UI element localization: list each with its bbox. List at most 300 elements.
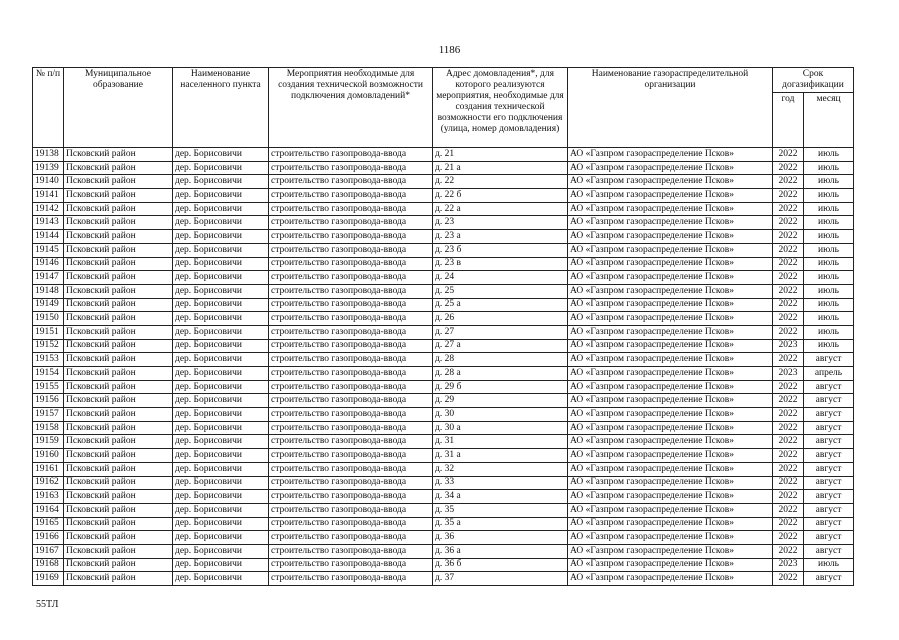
- cell-settlement: дер. Борисовичи: [173, 449, 269, 463]
- table-row: [33, 216, 854, 230]
- cell-measure: строительство газопровода-ввода: [269, 531, 433, 545]
- cell-settlement: дер. Борисовичи: [173, 476, 269, 490]
- cell-municipality: Псковский район: [64, 558, 173, 572]
- cell-num: 19138: [33, 148, 64, 162]
- cell-month: июль: [804, 257, 854, 271]
- cell-address: д. 35 а: [433, 517, 568, 531]
- cell-settlement: дер. Борисовичи: [173, 462, 269, 476]
- page-number: 1186: [438, 44, 461, 56]
- cell-num: 19146: [33, 257, 64, 271]
- cell-year: 2022: [773, 312, 804, 326]
- cell-municipality: Псковский район: [64, 476, 173, 490]
- cell-year: 2022: [773, 325, 804, 339]
- cell-num: 19145: [33, 243, 64, 257]
- table-row: [33, 558, 854, 572]
- cell-num: 19167: [33, 544, 64, 558]
- cell-month: август: [804, 394, 854, 408]
- cell-year: 2022: [773, 257, 804, 271]
- cell-year: 2022: [773, 490, 804, 504]
- cell-organization: АО «Газпром газораспределение Псков»: [568, 312, 773, 326]
- cell-month: август: [804, 544, 854, 558]
- cell-num: 19161: [33, 462, 64, 476]
- cell-municipality: Псковский район: [64, 367, 173, 381]
- cell-settlement: дер. Борисовичи: [173, 339, 269, 353]
- cell-year: 2022: [773, 271, 804, 285]
- cell-measure: строительство газопровода-ввода: [269, 271, 433, 285]
- cell-municipality: Псковский район: [64, 449, 173, 463]
- cell-num: 19163: [33, 490, 64, 504]
- cell-month: июль: [804, 312, 854, 326]
- cell-municipality: Псковский район: [64, 531, 173, 545]
- cell-month: июль: [804, 339, 854, 353]
- table-row: [33, 517, 854, 531]
- cell-address: д. 21 а: [433, 161, 568, 175]
- table-row: [33, 367, 854, 381]
- cell-municipality: Псковский район: [64, 161, 173, 175]
- cell-organization: АО «Газпром газораспределение Псков»: [568, 161, 773, 175]
- cell-organization: АО «Газпром газораспределение Псков»: [568, 462, 773, 476]
- cell-address: д. 22 а: [433, 202, 568, 216]
- cell-settlement: дер. Борисовичи: [173, 243, 269, 257]
- cell-month: апрель: [804, 367, 854, 381]
- cell-month: июль: [804, 189, 854, 203]
- cell-organization: АО «Газпром газораспределение Псков»: [568, 216, 773, 230]
- cell-month: август: [804, 421, 854, 435]
- cell-year: 2023: [773, 339, 804, 353]
- cell-address: д. 35: [433, 503, 568, 517]
- cell-municipality: Псковский район: [64, 284, 173, 298]
- cell-month: август: [804, 503, 854, 517]
- table-row: [33, 312, 854, 326]
- cell-address: д. 26: [433, 312, 568, 326]
- cell-measure: строительство газопровода-ввода: [269, 175, 433, 189]
- cell-num: 19164: [33, 503, 64, 517]
- cell-month: август: [804, 572, 854, 586]
- cell-settlement: дер. Борисовичи: [173, 531, 269, 545]
- cell-address: д. 31 а: [433, 449, 568, 463]
- cell-year: 2022: [773, 517, 804, 531]
- cell-settlement: дер. Борисовичи: [173, 367, 269, 381]
- cell-municipality: Псковский район: [64, 325, 173, 339]
- cell-measure: строительство газопровода-ввода: [269, 449, 433, 463]
- table-row: [33, 325, 854, 339]
- cell-measure: строительство газопровода-ввода: [269, 435, 433, 449]
- cell-address: д. 36: [433, 531, 568, 545]
- cell-organization: АО «Газпром газораспределение Псков»: [568, 367, 773, 381]
- table-row: [33, 284, 854, 298]
- cell-num: 19147: [33, 271, 64, 285]
- cell-settlement: дер. Борисовичи: [173, 517, 269, 531]
- cell-organization: АО «Газпром газораспределение Псков»: [568, 325, 773, 339]
- cell-measure: строительство газопровода-ввода: [269, 189, 433, 203]
- cell-month: август: [804, 408, 854, 422]
- cell-num: 19157: [33, 408, 64, 422]
- table-row: [33, 298, 854, 312]
- cell-municipality: Псковский район: [64, 271, 173, 285]
- cell-address: д. 22: [433, 175, 568, 189]
- cell-measure: строительство газопровода-ввода: [269, 257, 433, 271]
- cell-settlement: дер. Борисовичи: [173, 284, 269, 298]
- cell-address: д. 32: [433, 462, 568, 476]
- cell-year: 2022: [773, 230, 804, 244]
- cell-num: 19169: [33, 572, 64, 586]
- cell-address: д. 27 а: [433, 339, 568, 353]
- cell-num: 19151: [33, 325, 64, 339]
- cell-month: август: [804, 531, 854, 545]
- cell-organization: АО «Газпром газораспределение Псков»: [568, 243, 773, 257]
- cell-month: июль: [804, 298, 854, 312]
- table-row: [33, 339, 854, 353]
- footer-code: 55ТЛ: [36, 599, 59, 610]
- table-row: [33, 243, 854, 257]
- cell-address: д. 25 а: [433, 298, 568, 312]
- cell-measure: строительство газопровода-ввода: [269, 476, 433, 490]
- cell-month: август: [804, 490, 854, 504]
- cell-num: 19152: [33, 339, 64, 353]
- cell-organization: АО «Газпром газораспределение Псков»: [568, 339, 773, 353]
- cell-month: июль: [804, 202, 854, 216]
- cell-measure: строительство газопровода-ввода: [269, 421, 433, 435]
- cell-settlement: дер. Борисовичи: [173, 202, 269, 216]
- cell-address: д. 23 а: [433, 230, 568, 244]
- cell-municipality: Псковский район: [64, 312, 173, 326]
- cell-organization: АО «Газпром газораспределение Псков»: [568, 408, 773, 422]
- table-row: [33, 230, 854, 244]
- cell-organization: АО «Газпром газораспределение Псков»: [568, 257, 773, 271]
- cell-year: 2022: [773, 284, 804, 298]
- cell-settlement: дер. Борисовичи: [173, 572, 269, 586]
- cell-municipality: Псковский район: [64, 408, 173, 422]
- cell-settlement: дер. Борисовичи: [173, 394, 269, 408]
- cell-organization: АО «Газпром газораспределение Псков»: [568, 148, 773, 162]
- cell-month: июль: [804, 284, 854, 298]
- table-row: [33, 175, 854, 189]
- cell-num: 19154: [33, 367, 64, 381]
- cell-settlement: дер. Борисовичи: [173, 312, 269, 326]
- cell-municipality: Псковский район: [64, 435, 173, 449]
- cell-settlement: дер. Борисовичи: [173, 435, 269, 449]
- cell-month: июль: [804, 161, 854, 175]
- cell-municipality: Псковский район: [64, 503, 173, 517]
- cell-organization: АО «Газпром газораспределение Псков»: [568, 476, 773, 490]
- cell-address: д. 23 в: [433, 257, 568, 271]
- header-year: год: [773, 93, 804, 148]
- cell-num: 19150: [33, 312, 64, 326]
- cell-settlement: дер. Борисовичи: [173, 544, 269, 558]
- cell-organization: АО «Газпром газораспределение Псков»: [568, 558, 773, 572]
- table-row: [33, 408, 854, 422]
- cell-year: 2022: [773, 161, 804, 175]
- cell-municipality: Псковский район: [64, 257, 173, 271]
- header-month: месяц: [804, 93, 854, 148]
- cell-settlement: дер. Борисовичи: [173, 298, 269, 312]
- cell-num: 19153: [33, 353, 64, 367]
- header-deadline: Срок догазификации: [773, 68, 854, 93]
- cell-num: 19156: [33, 394, 64, 408]
- cell-year: 2022: [773, 531, 804, 545]
- cell-measure: строительство газопровода-ввода: [269, 462, 433, 476]
- cell-measure: строительство газопровода-ввода: [269, 202, 433, 216]
- cell-organization: АО «Газпром газораспределение Псков»: [568, 175, 773, 189]
- cell-municipality: Псковский район: [64, 572, 173, 586]
- cell-municipality: Псковский район: [64, 298, 173, 312]
- cell-address: д. 30: [433, 408, 568, 422]
- table-header: [33, 68, 854, 148]
- cell-address: д. 24: [433, 271, 568, 285]
- cell-address: д. 29 б: [433, 380, 568, 394]
- cell-municipality: Псковский район: [64, 148, 173, 162]
- table-row: [33, 503, 854, 517]
- cell-settlement: дер. Борисовичи: [173, 490, 269, 504]
- cell-year: 2022: [773, 243, 804, 257]
- cell-measure: строительство газопровода-ввода: [269, 325, 433, 339]
- cell-measure: строительство газопровода-ввода: [269, 339, 433, 353]
- cell-measure: строительство газопровода-ввода: [269, 243, 433, 257]
- cell-organization: АО «Газпром газораспределение Псков»: [568, 284, 773, 298]
- cell-address: д. 21: [433, 148, 568, 162]
- cell-year: 2022: [773, 175, 804, 189]
- cell-month: август: [804, 380, 854, 394]
- cell-address: д. 29: [433, 394, 568, 408]
- cell-settlement: дер. Борисовичи: [173, 189, 269, 203]
- header-settlement: Наименование населенного пункта: [173, 68, 269, 148]
- cell-address: д. 30 а: [433, 421, 568, 435]
- cell-settlement: дер. Борисовичи: [173, 230, 269, 244]
- table-row: [33, 476, 854, 490]
- cell-year: 2022: [773, 572, 804, 586]
- cell-address: д. 25: [433, 284, 568, 298]
- cell-measure: строительство газопровода-ввода: [269, 503, 433, 517]
- cell-address: д. 27: [433, 325, 568, 339]
- cell-month: июль: [804, 175, 854, 189]
- cell-year: 2022: [773, 148, 804, 162]
- header-organization: Наименование газораспределительной организации: [568, 68, 773, 148]
- cell-num: 19165: [33, 517, 64, 531]
- cell-organization: АО «Газпром газораспределение Псков»: [568, 517, 773, 531]
- cell-organization: АО «Газпром газораспределение Псков»: [568, 503, 773, 517]
- table-row: [33, 544, 854, 558]
- table-row: [33, 271, 854, 285]
- cell-municipality: Псковский район: [64, 544, 173, 558]
- cell-settlement: дер. Борисовичи: [173, 408, 269, 422]
- cell-num: 19160: [33, 449, 64, 463]
- cell-organization: АО «Газпром газораспределение Псков»: [568, 394, 773, 408]
- cell-num: 19140: [33, 175, 64, 189]
- cell-month: июль: [804, 325, 854, 339]
- table-row: [33, 189, 854, 203]
- table-row: [33, 353, 854, 367]
- table-row: [33, 394, 854, 408]
- cell-year: 2023: [773, 367, 804, 381]
- cell-measure: строительство газопровода-ввода: [269, 216, 433, 230]
- cell-num: 19139: [33, 161, 64, 175]
- table-row: [33, 380, 854, 394]
- cell-month: июль: [804, 216, 854, 230]
- cell-address: д. 28: [433, 353, 568, 367]
- table-row: [33, 462, 854, 476]
- cell-num: 19158: [33, 421, 64, 435]
- cell-measure: строительство газопровода-ввода: [269, 284, 433, 298]
- cell-settlement: дер. Борисовичи: [173, 325, 269, 339]
- cell-month: июль: [804, 271, 854, 285]
- header-measures: Мероприятия необходимые для создания технической возможности подключения домовладений*: [269, 68, 433, 148]
- header-municipality: Муниципальное образование: [64, 68, 173, 148]
- table-row: [33, 572, 854, 586]
- header-num: № п/п: [33, 68, 64, 148]
- cell-year: 2022: [773, 544, 804, 558]
- cell-measure: строительство газопровода-ввода: [269, 312, 433, 326]
- cell-municipality: Псковский район: [64, 517, 173, 531]
- cell-month: август: [804, 517, 854, 531]
- cell-organization: АО «Газпром газораспределение Псков»: [568, 544, 773, 558]
- cell-measure: строительство газопровода-ввода: [269, 408, 433, 422]
- cell-settlement: дер. Борисовичи: [173, 161, 269, 175]
- cell-year: 2022: [773, 189, 804, 203]
- cell-year: 2022: [773, 462, 804, 476]
- cell-settlement: дер. Борисовичи: [173, 257, 269, 271]
- cell-year: 2022: [773, 353, 804, 367]
- table-row: [33, 202, 854, 216]
- cell-measure: строительство газопровода-ввода: [269, 558, 433, 572]
- cell-municipality: Псковский район: [64, 230, 173, 244]
- cell-municipality: Псковский район: [64, 462, 173, 476]
- cell-measure: строительство газопровода-ввода: [269, 380, 433, 394]
- cell-measure: строительство газопровода-ввода: [269, 490, 433, 504]
- table-row: [33, 449, 854, 463]
- cell-year: 2022: [773, 202, 804, 216]
- cell-month: август: [804, 353, 854, 367]
- cell-municipality: Псковский район: [64, 380, 173, 394]
- cell-year: 2022: [773, 298, 804, 312]
- cell-measure: строительство газопровода-ввода: [269, 230, 433, 244]
- cell-measure: строительство газопровода-ввода: [269, 161, 433, 175]
- table-row: [33, 161, 854, 175]
- cell-num: 19162: [33, 476, 64, 490]
- cell-month: июль: [804, 230, 854, 244]
- cell-num: 19144: [33, 230, 64, 244]
- cell-year: 2022: [773, 476, 804, 490]
- cell-municipality: Псковский район: [64, 175, 173, 189]
- cell-organization: АО «Газпром газораспределение Псков»: [568, 531, 773, 545]
- cell-month: август: [804, 476, 854, 490]
- cell-address: д. 34 а: [433, 490, 568, 504]
- cell-year: 2022: [773, 503, 804, 517]
- cell-year: 2022: [773, 449, 804, 463]
- cell-address: д. 36 б: [433, 558, 568, 572]
- cell-address: д. 33: [433, 476, 568, 490]
- cell-organization: АО «Газпром газораспределение Псков»: [568, 421, 773, 435]
- cell-address: д. 28 а: [433, 367, 568, 381]
- cell-num: 19159: [33, 435, 64, 449]
- cell-municipality: Псковский район: [64, 339, 173, 353]
- cell-num: 19142: [33, 202, 64, 216]
- cell-municipality: Псковский район: [64, 353, 173, 367]
- cell-organization: АО «Газпром газораспределение Псков»: [568, 435, 773, 449]
- cell-settlement: дер. Борисовичи: [173, 558, 269, 572]
- cell-month: июль: [804, 148, 854, 162]
- cell-settlement: дер. Борисовичи: [173, 271, 269, 285]
- cell-measure: строительство газопровода-ввода: [269, 544, 433, 558]
- cell-month: август: [804, 462, 854, 476]
- cell-municipality: Псковский район: [64, 202, 173, 216]
- cell-settlement: дер. Борисовичи: [173, 353, 269, 367]
- cell-month: июль: [804, 243, 854, 257]
- cell-measure: строительство газопровода-ввода: [269, 298, 433, 312]
- table-row: [33, 490, 854, 504]
- cell-address: д. 31: [433, 435, 568, 449]
- cell-organization: АО «Газпром газораспределение Псков»: [568, 202, 773, 216]
- cell-organization: АО «Газпром газораспределение Псков»: [568, 271, 773, 285]
- table-row: [33, 148, 854, 162]
- cell-organization: АО «Газпром газораспределение Псков»: [568, 189, 773, 203]
- cell-settlement: дер. Борисовичи: [173, 421, 269, 435]
- cell-municipality: Псковский район: [64, 490, 173, 504]
- cell-settlement: дер. Борисовичи: [173, 216, 269, 230]
- header-address: Адрес домовладения*, для которого реализуются мероприятия, необходимые для создания технической возможности его подключения (улица, номер домовладения): [433, 68, 568, 148]
- cell-year: 2022: [773, 216, 804, 230]
- cell-settlement: дер. Борисовичи: [173, 148, 269, 162]
- cell-year: 2022: [773, 394, 804, 408]
- cell-measure: строительство газопровода-ввода: [269, 148, 433, 162]
- cell-organization: АО «Газпром газораспределение Псков»: [568, 380, 773, 394]
- cell-address: д. 36 а: [433, 544, 568, 558]
- cell-year: 2022: [773, 435, 804, 449]
- cell-num: 19141: [33, 189, 64, 203]
- cell-num: 19168: [33, 558, 64, 572]
- cell-settlement: дер. Борисовичи: [173, 380, 269, 394]
- cell-settlement: дер. Борисовичи: [173, 503, 269, 517]
- cell-num: 19166: [33, 531, 64, 545]
- cell-num: 19155: [33, 380, 64, 394]
- table-row: [33, 435, 854, 449]
- cell-address: д. 23: [433, 216, 568, 230]
- cell-num: 19148: [33, 284, 64, 298]
- cell-organization: АО «Газпром газораспределение Псков»: [568, 490, 773, 504]
- cell-measure: строительство газопровода-ввода: [269, 517, 433, 531]
- cell-address: д. 37: [433, 572, 568, 586]
- cell-year: 2023: [773, 558, 804, 572]
- table-row: [33, 421, 854, 435]
- cell-municipality: Псковский район: [64, 421, 173, 435]
- cell-year: 2022: [773, 408, 804, 422]
- cell-measure: строительство газопровода-ввода: [269, 394, 433, 408]
- cell-measure: строительство газопровода-ввода: [269, 367, 433, 381]
- cell-address: д. 22 б: [433, 189, 568, 203]
- cell-year: 2022: [773, 380, 804, 394]
- cell-measure: строительство газопровода-ввода: [269, 353, 433, 367]
- gasification-table: [32, 67, 854, 586]
- cell-settlement: дер. Борисовичи: [173, 175, 269, 189]
- cell-organization: АО «Газпром газораспределение Псков»: [568, 449, 773, 463]
- table-row: [33, 257, 854, 271]
- cell-address: д. 23 б: [433, 243, 568, 257]
- cell-municipality: Псковский район: [64, 216, 173, 230]
- cell-organization: АО «Газпром газораспределение Псков»: [568, 298, 773, 312]
- cell-municipality: Псковский район: [64, 243, 173, 257]
- cell-month: август: [804, 449, 854, 463]
- cell-year: 2022: [773, 421, 804, 435]
- cell-measure: строительство газопровода-ввода: [269, 572, 433, 586]
- cell-month: август: [804, 435, 854, 449]
- cell-municipality: Псковский район: [64, 394, 173, 408]
- table-body: [33, 148, 854, 586]
- cell-organization: АО «Газпром газораспределение Псков»: [568, 353, 773, 367]
- cell-organization: АО «Газпром газораспределение Псков»: [568, 230, 773, 244]
- cell-num: 19149: [33, 298, 64, 312]
- cell-month: июль: [804, 558, 854, 572]
- cell-num: 19143: [33, 216, 64, 230]
- cell-organization: АО «Газпром газораспределение Псков»: [568, 572, 773, 586]
